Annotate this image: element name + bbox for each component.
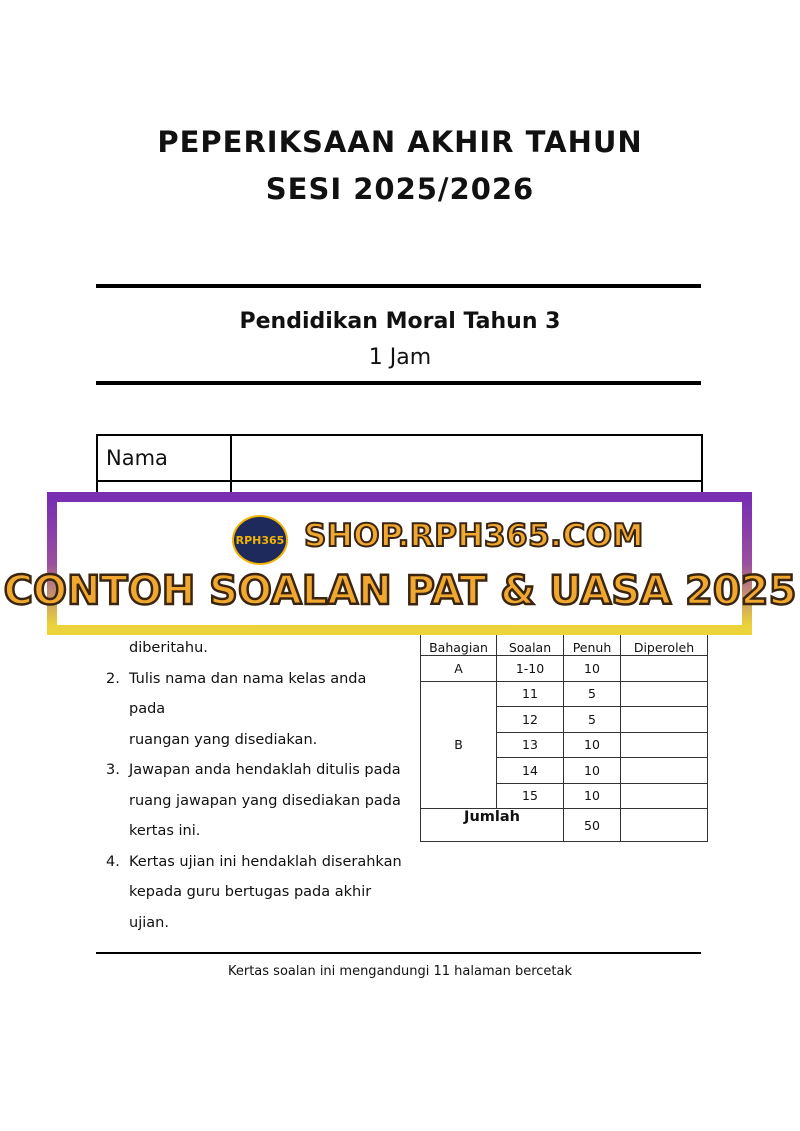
header-diperoleh: Diperoleh: [621, 611, 708, 656]
shop-url-text: SHOP.RPH365.COM: [304, 518, 644, 554]
logo-text: RPH365: [235, 533, 285, 547]
header-soalan: Soalan: [497, 611, 564, 656]
obtained-cell[interactable]: [621, 656, 708, 682]
instruction-line: diberitahu.: [129, 640, 208, 656]
info-value-name[interactable]: [231, 435, 702, 481]
full-marks-cell: 10: [564, 783, 621, 809]
instruction-line: kertas ini.: [129, 823, 201, 839]
instruction-line: 3. Jawapan anda hendaklah ditulis pada: [106, 762, 401, 778]
obtained-cell[interactable]: [621, 758, 708, 784]
info-row-name: [97, 435, 702, 481]
header-penuh: Penuh: [564, 611, 621, 656]
question-cell: 14: [497, 758, 564, 784]
instructions-list: [106, 633, 406, 938]
full-marks-cell: 10: [564, 758, 621, 784]
info-label-name: Nama: [97, 435, 231, 481]
rph365-logo: [232, 515, 288, 565]
obtained-cell[interactable]: [621, 681, 708, 707]
table-row: [421, 681, 708, 707]
instruction-line: 4. Kertas ujian ini hendaklah diserahkan: [106, 853, 402, 870]
total-row: [421, 809, 708, 842]
total-label: Jumlah: [421, 809, 564, 842]
instruction-line: ruang jawapan yang disediakan pada: [129, 792, 401, 809]
instruction-line: ruangan yang disediakan.: [129, 731, 318, 748]
instruction-line: 2. Tulis nama dan nama kelas anda pada: [106, 670, 367, 717]
full-marks-cell: 10: [564, 732, 621, 758]
full-marks-cell: 5: [564, 707, 621, 733]
question-cell: 15: [497, 783, 564, 809]
question-cell: 11: [497, 681, 564, 707]
table-row: [421, 656, 708, 682]
marks-table: [420, 610, 708, 842]
divider-top: [96, 284, 701, 288]
exam-session: SESI 2025/2026: [265, 172, 535, 206]
question-cell: 12: [497, 707, 564, 733]
footer-divider: [96, 952, 701, 954]
exam-title: PEPERIKSAAN AKHIR TAHUN: [157, 125, 643, 159]
obtained-cell[interactable]: [621, 783, 708, 809]
obtained-cell[interactable]: [621, 707, 708, 733]
instruction-line: kepada guru bertugas pada akhir ujian.: [129, 884, 372, 931]
section-cell: A: [421, 656, 497, 682]
full-marks-cell: 5: [564, 681, 621, 707]
section-cell: B: [421, 681, 497, 809]
divider-bottom: [96, 381, 701, 385]
footer-note: Kertas soalan ini mengandungi 11 halaman bercetak: [227, 964, 573, 979]
header-bahagian: Bahagian: [421, 611, 497, 656]
exam-duration: 1 Jam: [368, 345, 432, 370]
question-cell: 1-10: [497, 656, 564, 682]
total-full-marks: 50: [564, 809, 621, 842]
total-obtained-cell[interactable]: [621, 809, 708, 842]
obtained-cell[interactable]: [621, 732, 708, 758]
question-cell: 13: [497, 732, 564, 758]
full-marks-cell: 10: [564, 656, 621, 682]
promo-headline: CONTOH SOALAN PAT & UASA 2025: [3, 568, 797, 614]
subject-title: Pendidikan Moral Tahun 3: [239, 309, 561, 334]
